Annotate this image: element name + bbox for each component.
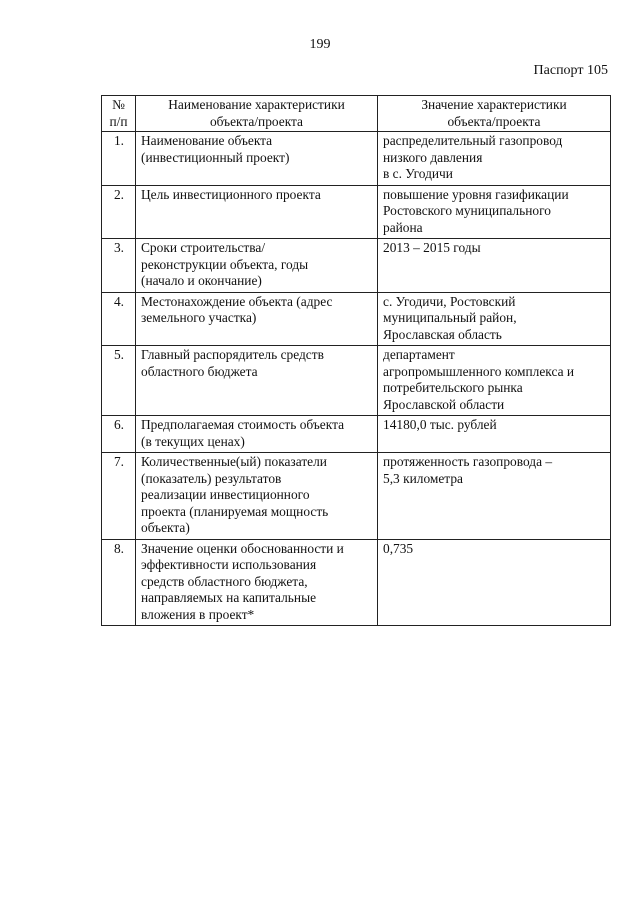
value-cell: департамент агропромышленного комплекса и потребительского рынка Ярославской области bbox=[378, 346, 611, 416]
row-number: 2. bbox=[102, 185, 136, 239]
table-row bbox=[102, 239, 611, 293]
value-cell: 0,735 bbox=[378, 539, 611, 626]
characteristic-cell: Количественные(ый) показатели (показатель) результатов реализации инвестиционного проекта (планируемая мощность объекта) bbox=[136, 453, 378, 540]
row-number: 8. bbox=[102, 539, 136, 626]
table-row bbox=[102, 539, 611, 626]
page-number: 199 bbox=[309, 37, 331, 52]
characteristic-cell: Сроки строительства/ реконструкции объекта, годы (начало и окончание) bbox=[136, 239, 378, 293]
row-number: 1. bbox=[102, 132, 136, 186]
header-characteristic: Наименование характеристики объекта/проекта bbox=[136, 96, 378, 132]
passport-label: Паспорт 105 bbox=[533, 63, 608, 78]
header-num: № п/п bbox=[102, 96, 136, 132]
characteristic-cell: Предполагаемая стоимость объекта (в текущих ценах) bbox=[136, 416, 378, 453]
characteristic-cell: Наименование объекта (инвестиционный проект) bbox=[136, 132, 378, 186]
passport-table bbox=[101, 95, 611, 626]
row-number: 3. bbox=[102, 239, 136, 293]
value-cell: протяженность газопровода – 5,3 километра bbox=[378, 453, 611, 540]
characteristic-cell: Значение оценки обоснованности и эффективности использования средств областного бюджета, направляемых на капитальные вложения в проект* bbox=[136, 539, 378, 626]
table-row bbox=[102, 185, 611, 239]
value-cell: повышение уровня газификации Ростовского муниципального района bbox=[378, 185, 611, 239]
header-value: Значение характеристики объекта/проекта bbox=[378, 96, 611, 132]
row-number: 6. bbox=[102, 416, 136, 453]
row-number: 5. bbox=[102, 346, 136, 416]
characteristic-cell: Главный распорядитель средств областного бюджета bbox=[136, 346, 378, 416]
characteristic-cell: Цель инвестиционного проекта bbox=[136, 185, 378, 239]
table-row bbox=[102, 292, 611, 346]
value-cell: распределительный газопровод низкого давления в с. Угодичи bbox=[378, 132, 611, 186]
value-cell: с. Угодичи, Ростовский муниципальный район, Ярославская область bbox=[378, 292, 611, 346]
table-header-row bbox=[102, 96, 611, 132]
table-row bbox=[102, 416, 611, 453]
table-row bbox=[102, 346, 611, 416]
value-cell: 2013 – 2015 годы bbox=[378, 239, 611, 293]
row-number: 4. bbox=[102, 292, 136, 346]
value-cell: 14180,0 тыс. рублей bbox=[378, 416, 611, 453]
table-row bbox=[102, 132, 611, 186]
row-number: 7. bbox=[102, 453, 136, 540]
table-row bbox=[102, 453, 611, 540]
characteristic-cell: Местонахождение объекта (адрес земельного участка) bbox=[136, 292, 378, 346]
